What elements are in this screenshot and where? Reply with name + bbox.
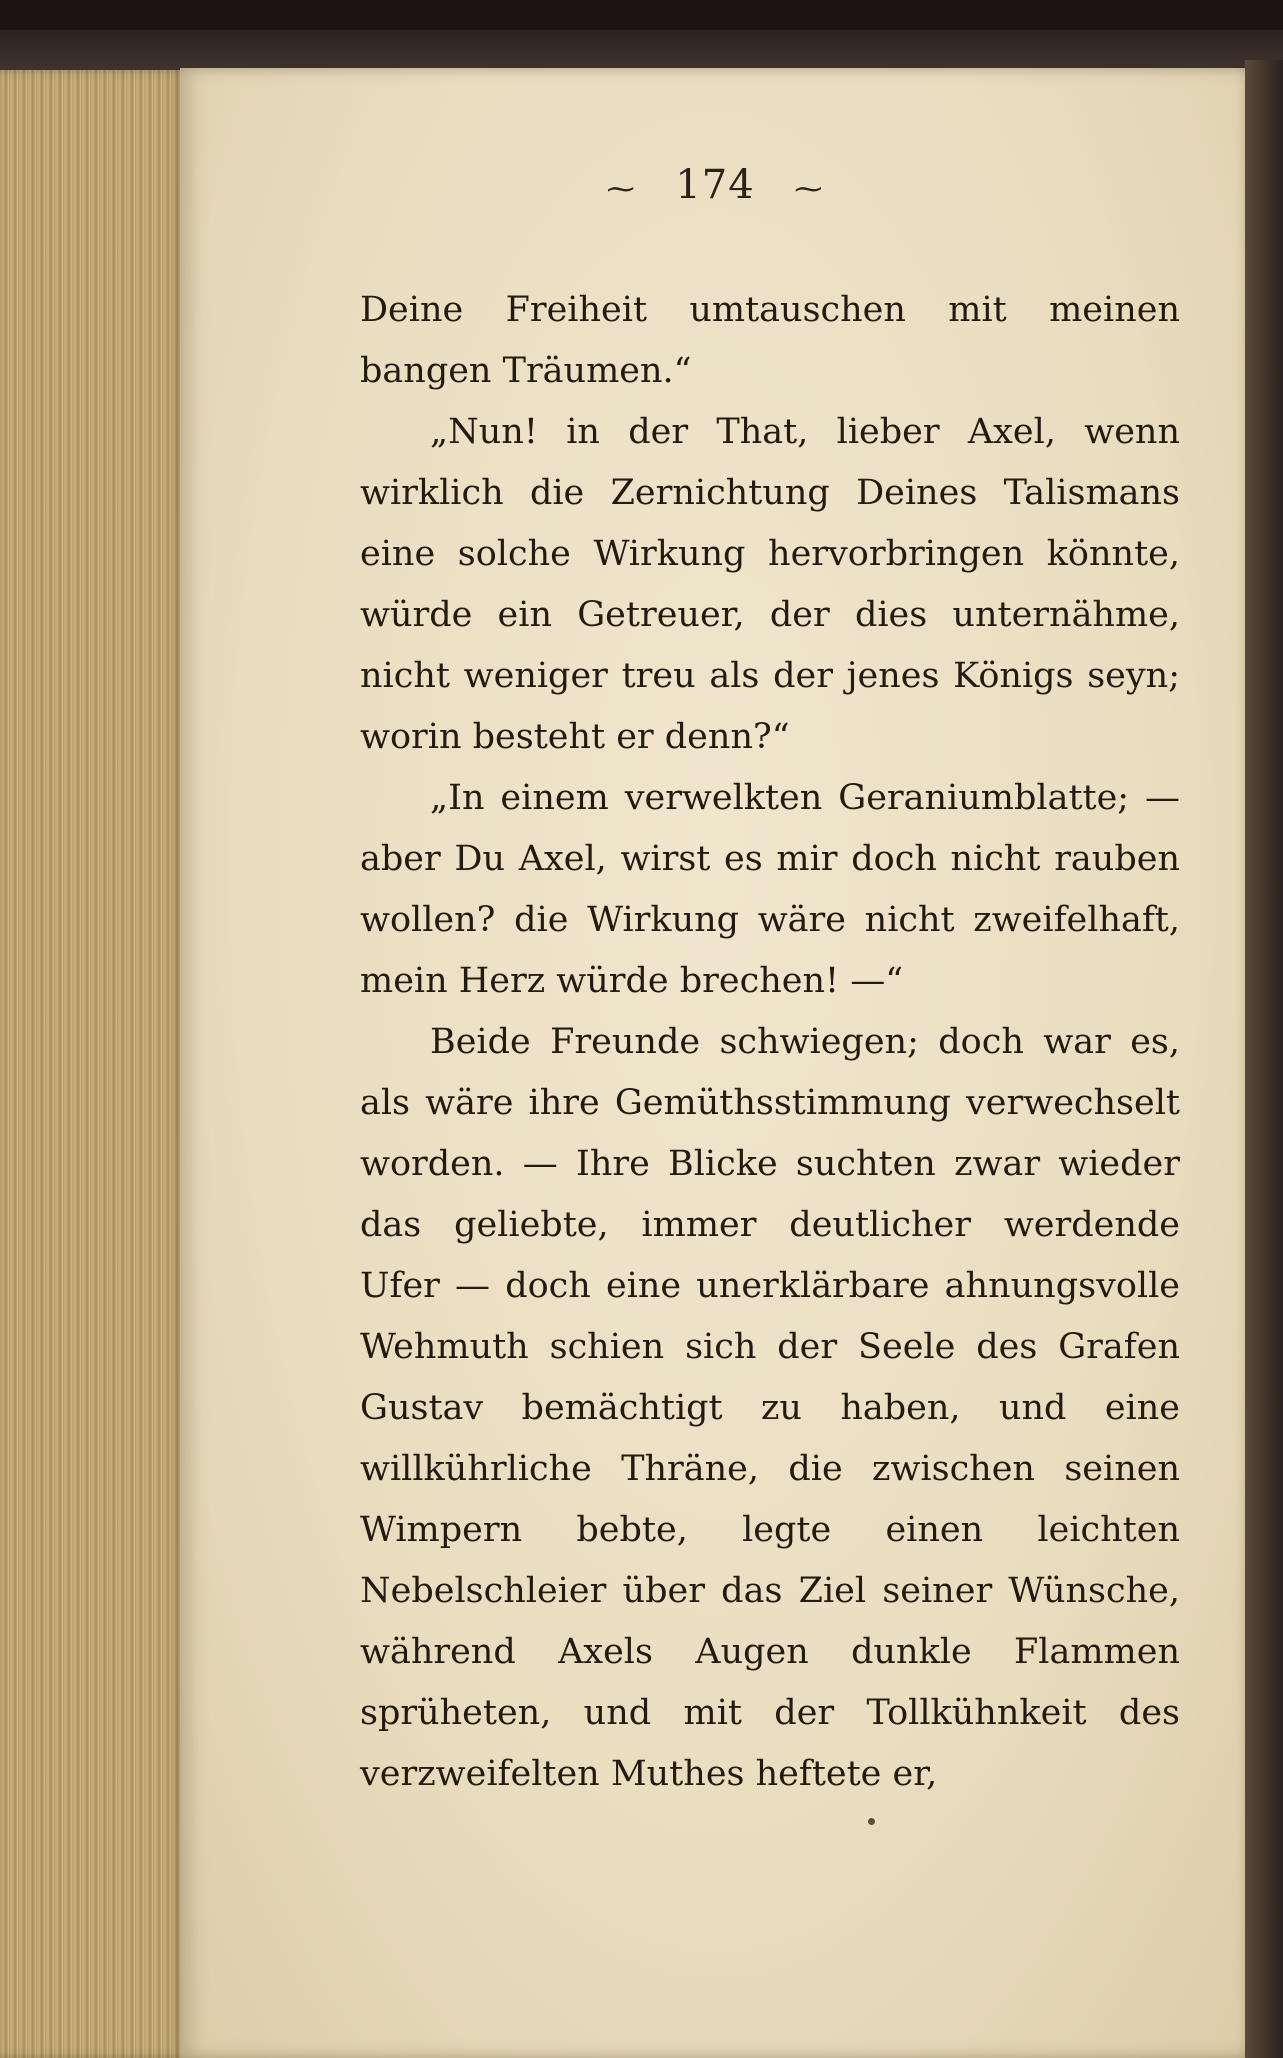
paragraph: „In einem verwelkten Geraniumblatte; — aber Du Axel, wirst es mir doch nicht rauben wollen? die Wirkung wäre nicht zweifelhaft, mein Herz würde brechen! —“: [360, 778, 1180, 1001]
ornament-left-icon: ⁓: [606, 171, 636, 205]
ornament-right-icon: ⁓: [794, 171, 824, 205]
page-number: 174: [675, 162, 755, 208]
page-header: [180, 162, 1250, 208]
paragraph: „Nun! in der That, lieber Axel, wenn wirklich die Zernichtung Deines Talismans eine solche Wirkung hervorbringen könnte, würde ein Getreuer, der dies unternähme, nicht weniger treu als der jenes Königs seyn; worin besteht er denn?“: [360, 412, 1180, 757]
paragraph: Beide Freunde schwiegen; doch war es, als wäre ihre Gemüthsstimmung verwechselt worden. — Ihre Blicke suchten zwar wieder das geliebte, immer deutlicher werdende Ufer — doch eine unerklärbare ahnungsvolle Wehmuth schien sich der Seele des Grafen Gustav bemächtigt zu haben, und eine willkührliche Thräne, die zwischen seinen Wimpern bebte, legte einen leichten Nebelschleier über das Ziel seiner Wünsche, während Axels Augen dunkle Flammen sprüheten, und mit der Tollkühnkeit des verzweifelten Muthes heftete er,: [360, 1022, 1180, 1794]
book-cover-right: [1245, 60, 1283, 2058]
page-body: [360, 280, 1180, 1805]
paragraph: Deine Freiheit umtauschen mit meinen bangen Träumen.“: [360, 290, 1180, 391]
ink-dot: [868, 1818, 875, 1825]
page-edges: [0, 70, 185, 2058]
